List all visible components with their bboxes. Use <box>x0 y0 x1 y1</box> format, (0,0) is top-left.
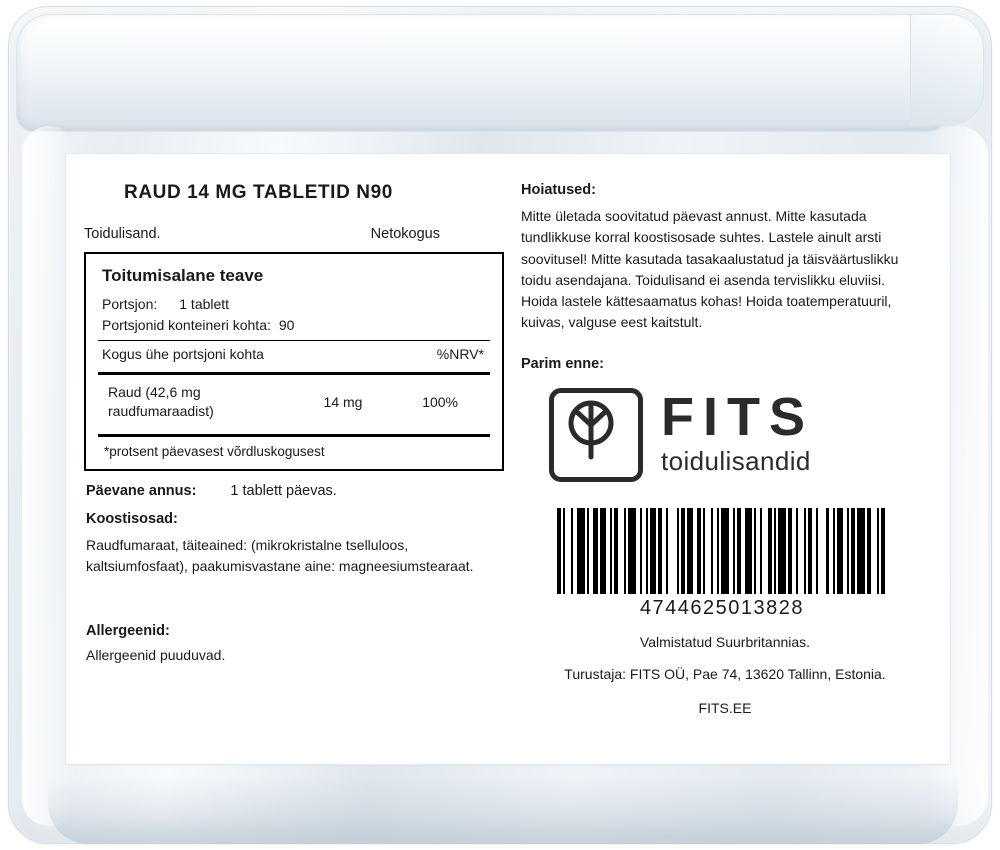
nutrient-amount: 14 mg <box>323 393 363 410</box>
net-quantity-label: Netokogus <box>370 226 440 242</box>
best-before-label: Parim enne: <box>521 355 604 372</box>
allergens-label: Allergeenid: <box>86 622 170 639</box>
bottle-cap-notch <box>910 14 984 126</box>
barcode-block <box>521 508 931 620</box>
allergens-text: Allergeenid puuduvad. <box>86 646 226 663</box>
table-row <box>98 375 490 429</box>
servings-per-container-row <box>98 315 490 336</box>
supplement-bottle <box>8 6 992 844</box>
brand-name: FITS <box>661 387 814 448</box>
serving-size-row <box>98 294 490 315</box>
distributor-text: Turustaja: FITS OÜ, Pae 74, 13620 Tallinn, Estonia. <box>564 665 886 682</box>
label-right-column <box>521 170 931 718</box>
label-left-column <box>84 170 504 663</box>
servings-per-container-value: 90 <box>278 317 295 333</box>
brand-logo-text <box>661 387 814 476</box>
website-text: FITS.EE <box>698 700 752 717</box>
product-category: Toidulisand. <box>84 226 161 242</box>
ingredients-text: Raudfumaraat, täiteained: (mikrokristalne tselluloos, kaltsiumfosfaat), paakumisvastane aine: magneesiumstearaat. <box>86 536 474 574</box>
nrv-footnote: *protsent päevasest võrdluskogusest <box>104 443 325 459</box>
brand-logo <box>521 388 931 482</box>
amount-per-serving-header: Kogus ühe portsjoni kohta <box>102 346 264 362</box>
product-label <box>66 154 950 764</box>
bottle-cap <box>16 14 946 132</box>
daily-dose-row <box>84 483 504 499</box>
warnings-text: Mitte ületada soovitatud päevast annust. Mitte kasutada tundlikkuse korral koostisosade suhtes. Lastele ainult arsti soovitusel! Mitte kasutada tasakaalustatud ja täisväärtuslikku toidu asendajana. Toidulisand ei asenda tervislikku eluviisi. Hoida lastele kättesaamatus kohas! Hoida toatemperatuuril, kuivas, valguse eest kaitstult. <box>521 208 899 331</box>
product-title: RAUD 14 MG TABLETID N90 <box>124 182 393 203</box>
nutrition-header-row <box>98 341 490 367</box>
daily-dose-value: 1 tablett päevas. <box>230 482 337 499</box>
barcode-image <box>557 508 887 594</box>
nrv-header: %NRV* <box>436 346 484 362</box>
nutrient-name: Raud (42,6 mg raudfumaraadist) <box>108 384 214 419</box>
bottle-shadow-bottom <box>48 776 958 844</box>
category-and-net-row <box>84 226 504 242</box>
tree-in-square-icon <box>549 388 643 482</box>
servings-per-container-label: Portsjonid konteineri kohta: <box>102 317 271 333</box>
ingredients-label: Koostisosad: <box>86 510 178 527</box>
nutrient-nrv: 100% <box>422 393 458 410</box>
nutrition-panel-title: Toitumisalane teave <box>102 266 264 285</box>
manufactured-text: Valmistatud Suurbritannias. <box>639 633 811 650</box>
nutrition-facts-panel <box>84 252 504 471</box>
serving-size-label: Portsjon: <box>102 296 158 312</box>
brand-tagline: toidulisandid <box>661 445 811 476</box>
daily-dose-label: Päevane annus: <box>86 482 197 499</box>
barcode-number: 4744625013828 <box>639 596 805 619</box>
serving-size-value: 1 tablett <box>179 296 230 312</box>
warnings-label: Hoiatused: <box>521 182 596 198</box>
